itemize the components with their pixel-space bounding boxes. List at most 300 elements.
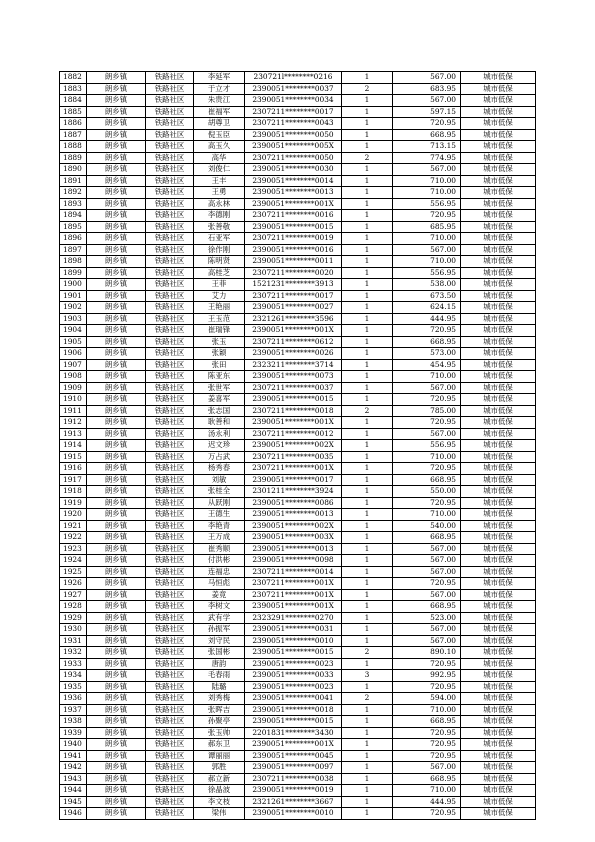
table-row [60,382,536,394]
row-number: 1884 [60,95,87,107]
community-cell: 铁路社区 [146,141,194,153]
household-size-cell: 1 [342,532,393,544]
community-cell: 铁路社区 [146,72,194,84]
name-cell: 艾力 [194,290,245,302]
row-number: 1890 [60,164,87,176]
category-cell: 城市低保 [461,647,536,659]
town-cell: 朗乡镇 [87,302,146,314]
table-row [60,256,536,268]
community-cell: 铁路社区 [146,233,194,245]
table-row [60,543,536,555]
row-number: 1902 [60,302,87,314]
category-cell: 城市低保 [461,221,536,233]
town-cell: 朗乡镇 [87,152,146,164]
category-cell: 城市低保 [461,72,536,84]
category-cell: 城市低保 [461,348,536,360]
community-cell: 铁路社区 [146,175,194,187]
id-number-cell: 2307211********001X [245,578,342,590]
name-cell: 王德生 [194,509,245,521]
id-number-cell: 2390051********001X [245,198,342,210]
row-number: 1908 [60,371,87,383]
table-row [60,175,536,187]
name-cell: 石亚军 [194,233,245,245]
community-cell: 铁路社区 [146,106,194,118]
amount-cell: 668.95 [393,474,461,486]
amount-cell: 567.00 [393,72,461,84]
name-cell: 胡尊卫 [194,118,245,130]
community-cell: 铁路社区 [146,256,194,268]
amount-cell: 523.00 [393,612,461,624]
amount-cell: 567.00 [393,555,461,567]
row-number: 1940 [60,739,87,751]
name-cell: 连福忠 [194,566,245,578]
amount-cell: 720.95 [393,681,461,693]
community-cell: 铁路社区 [146,405,194,417]
id-number-cell: 2323291********0270 [245,612,342,624]
town-cell: 朗乡镇 [87,325,146,337]
name-cell: 张世军 [194,382,245,394]
community-cell: 铁路社区 [146,601,194,613]
town-cell: 朗乡镇 [87,785,146,797]
table-row [60,520,536,532]
household-size-cell: 1 [342,141,393,153]
table-row [60,279,536,291]
household-size-cell: 1 [342,486,393,498]
table-row [60,497,536,509]
row-number: 1946 [60,808,87,820]
name-cell: 于立才 [194,83,245,95]
row-number: 1921 [60,520,87,532]
id-number-cell: 2390051********0097 [245,762,342,774]
community-cell: 铁路社区 [146,762,194,774]
household-size-cell: 1 [342,578,393,590]
community-cell: 铁路社区 [146,555,194,567]
household-size-cell: 1 [342,187,393,199]
household-size-cell: 2 [342,693,393,705]
row-number: 1920 [60,509,87,521]
category-cell: 城市低保 [461,359,536,371]
community-cell: 铁路社区 [146,394,194,406]
name-cell: 张颖 [194,348,245,360]
id-number-cell: 2307211********0020 [245,267,342,279]
row-number: 1893 [60,198,87,210]
category-cell: 城市低保 [461,543,536,555]
town-cell: 朗乡镇 [87,394,146,406]
household-size-cell: 1 [342,785,393,797]
row-number: 1892 [60,187,87,199]
row-number: 1910 [60,394,87,406]
category-cell: 城市低保 [461,624,536,636]
household-size-cell: 1 [342,221,393,233]
table-row [60,336,536,348]
household-size-cell: 3 [342,670,393,682]
household-size-cell: 1 [342,198,393,210]
category-cell: 城市低保 [461,95,536,107]
community-cell: 铁路社区 [146,543,194,555]
town-cell: 朗乡镇 [87,555,146,567]
row-number: 1922 [60,532,87,544]
town-cell: 朗乡镇 [87,405,146,417]
category-cell: 城市低保 [461,727,536,739]
row-number: 1886 [60,118,87,130]
row-number: 1929 [60,612,87,624]
household-size-cell: 1 [342,589,393,601]
id-number-cell: 2390051********0015 [245,716,342,728]
household-size-cell: 1 [342,451,393,463]
table-row [60,313,536,325]
table-row [60,658,536,670]
row-number: 1935 [60,681,87,693]
name-cell: 徐晶波 [194,785,245,797]
household-size-cell: 1 [342,762,393,774]
name-cell: 谭丽丽 [194,750,245,762]
name-cell: 高永林 [194,198,245,210]
town-cell: 朗乡镇 [87,808,146,820]
row-number: 1891 [60,175,87,187]
id-number-cell: 2390051********001X [245,739,342,751]
household-size-cell: 1 [342,716,393,728]
amount-cell: 556.95 [393,267,461,279]
town-cell: 朗乡镇 [87,796,146,808]
community-cell: 铁路社区 [146,681,194,693]
table-row [60,164,536,176]
amount-cell: 567.00 [393,635,461,647]
name-cell: 陈明贤 [194,256,245,268]
household-size-cell: 1 [342,118,393,130]
amount-cell: 685.95 [393,221,461,233]
household-size-cell: 1 [342,267,393,279]
table-row [60,198,536,210]
community-cell: 铁路社区 [146,164,194,176]
name-cell: 张国彬 [194,647,245,659]
community-cell: 铁路社区 [146,486,194,498]
table-row [60,785,536,797]
id-number-cell: 2307211********001X [245,463,342,475]
id-number-cell: 2390051********0045 [245,750,342,762]
community-cell: 铁路社区 [146,704,194,716]
category-cell: 城市低保 [461,670,536,682]
id-number-cell: 2390051********0015 [245,394,342,406]
id-number-cell: 2307211********001X [245,589,342,601]
community-cell: 铁路社区 [146,520,194,532]
town-cell: 朗乡镇 [87,704,146,716]
household-size-cell: 1 [342,244,393,256]
relief-roster-table [59,71,536,820]
community-cell: 铁路社区 [146,244,194,256]
category-cell: 城市低保 [461,118,536,130]
table-row [60,233,536,245]
town-cell: 朗乡镇 [87,601,146,613]
amount-cell: 720.95 [393,658,461,670]
category-cell: 城市低保 [461,589,536,601]
row-number: 1901 [60,290,87,302]
amount-cell: 720.95 [393,578,461,590]
table-row [60,670,536,682]
community-cell: 铁路社区 [146,589,194,601]
id-number-cell: 2390051********0086 [245,497,342,509]
id-number-cell: 2390051********0050 [245,129,342,141]
category-cell: 城市低保 [461,532,536,544]
row-number: 1905 [60,336,87,348]
row-number: 1930 [60,624,87,636]
household-size-cell: 2 [342,405,393,417]
amount-cell: 890.10 [393,647,461,659]
category-cell: 城市低保 [461,601,536,613]
household-size-cell: 1 [342,624,393,636]
row-number: 1895 [60,221,87,233]
community-cell: 铁路社区 [146,578,194,590]
town-cell: 朗乡镇 [87,578,146,590]
household-size-cell: 1 [342,129,393,141]
id-number-cell: 2390051********0015 [245,221,342,233]
name-cell: 付洪彬 [194,555,245,567]
category-cell: 城市低保 [461,635,536,647]
household-size-cell: 1 [342,555,393,567]
town-cell: 朗乡镇 [87,440,146,452]
amount-cell: 720.95 [393,118,461,130]
amount-cell: 720.95 [393,739,461,751]
community-cell: 铁路社区 [146,808,194,820]
amount-cell: 668.95 [393,773,461,785]
town-cell: 朗乡镇 [87,693,146,705]
amount-cell: 454.95 [393,359,461,371]
household-size-cell: 1 [342,164,393,176]
community-cell: 铁路社区 [146,348,194,360]
category-cell: 城市低保 [461,141,536,153]
table-row [60,647,536,659]
category-cell: 城市低保 [461,796,536,808]
community-cell: 铁路社区 [146,785,194,797]
name-cell: 王万成 [194,532,245,544]
category-cell: 城市低保 [461,612,536,624]
row-number: 1915 [60,451,87,463]
category-cell: 城市低保 [461,382,536,394]
community-cell: 铁路社区 [146,313,194,325]
table-row [60,739,536,751]
household-size-cell: 2 [342,83,393,95]
town-cell: 朗乡镇 [87,543,146,555]
household-size-cell: 1 [342,463,393,475]
household-size-cell: 1 [342,520,393,532]
household-size-cell: 1 [342,95,393,107]
id-number-cell: 2390051********0010 [245,808,342,820]
category-cell: 城市低保 [461,267,536,279]
household-size-cell: 1 [342,440,393,452]
amount-cell: 713.15 [393,141,461,153]
town-cell: 朗乡镇 [87,532,146,544]
category-cell: 城市低保 [461,233,536,245]
amount-cell: 444.95 [393,796,461,808]
town-cell: 朗乡镇 [87,474,146,486]
town-cell: 朗乡镇 [87,106,146,118]
row-number: 1941 [60,750,87,762]
community-cell: 铁路社区 [146,440,194,452]
id-number-cell: 2307211********0050 [245,152,342,164]
name-cell: 朱贵江 [194,95,245,107]
id-number-cell: 2390051********0023 [245,658,342,670]
id-number-cell: 2321261********3596 [245,313,342,325]
row-number: 1900 [60,279,87,291]
row-number: 1889 [60,152,87,164]
household-size-cell: 1 [342,601,393,613]
id-number-cell: 2390051********002X [245,520,342,532]
category-cell: 城市低保 [461,256,536,268]
id-number-cell: 2390051********0073 [245,371,342,383]
community-cell: 铁路社区 [146,118,194,130]
category-cell: 城市低保 [461,302,536,314]
category-cell: 城市低保 [461,773,536,785]
town-cell: 朗乡镇 [87,417,146,429]
amount-cell: 567.00 [393,566,461,578]
town-cell: 朗乡镇 [87,72,146,84]
table-row [60,290,536,302]
table-row [60,532,536,544]
town-cell: 朗乡镇 [87,647,146,659]
table-row [60,325,536,337]
household-size-cell: 1 [342,750,393,762]
town-cell: 朗乡镇 [87,290,146,302]
table-row [60,141,536,153]
name-cell: 耿善和 [194,417,245,429]
name-cell: 张田 [194,359,245,371]
household-size-cell: 1 [342,256,393,268]
category-cell: 城市低保 [461,244,536,256]
community-cell: 铁路社区 [146,451,194,463]
household-size-cell: 1 [342,359,393,371]
amount-cell: 710.00 [393,785,461,797]
table-row [60,152,536,164]
name-cell: 杨秀春 [194,463,245,475]
category-cell: 城市低保 [461,440,536,452]
category-cell: 城市低保 [461,175,536,187]
table-row [60,624,536,636]
table-row [60,693,536,705]
table-row [60,348,536,360]
category-cell: 城市低保 [461,187,536,199]
category-cell: 城市低保 [461,279,536,291]
household-size-cell: 1 [342,704,393,716]
row-number: 1903 [60,313,87,325]
id-number-cell: 2390051********0018 [245,704,342,716]
table-row [60,474,536,486]
name-cell: 从跃刚 [194,497,245,509]
id-number-cell: 2390051********0014 [245,175,342,187]
community-cell: 铁路社区 [146,198,194,210]
name-cell: 王菲 [194,279,245,291]
community-cell: 铁路社区 [146,532,194,544]
row-number: 1945 [60,796,87,808]
id-number-cell: 2301211********3924 [245,486,342,498]
town-cell: 朗乡镇 [87,382,146,394]
name-cell: 郝东卫 [194,739,245,751]
id-number-cell: 2390051********0013 [245,543,342,555]
town-cell: 朗乡镇 [87,95,146,107]
name-cell: 孙振军 [194,624,245,636]
amount-cell: 567.00 [393,382,461,394]
amount-cell: 720.95 [393,210,461,222]
row-number: 1936 [60,693,87,705]
amount-cell: 710.00 [393,451,461,463]
row-number: 1913 [60,428,87,440]
community-cell: 铁路社区 [146,359,194,371]
row-number: 1904 [60,325,87,337]
table-row [60,451,536,463]
community-cell: 铁路社区 [146,796,194,808]
name-cell: 王勇 [194,187,245,199]
community-cell: 铁路社区 [146,210,194,222]
category-cell: 城市低保 [461,106,536,118]
row-number: 1907 [60,359,87,371]
community-cell: 铁路社区 [146,750,194,762]
town-cell: 朗乡镇 [87,681,146,693]
category-cell: 城市低保 [461,486,536,498]
name-cell: 张桂全 [194,486,245,498]
household-size-cell: 1 [342,509,393,521]
community-cell: 铁路社区 [146,474,194,486]
town-cell: 朗乡镇 [87,428,146,440]
id-number-cell: 1521231********3913 [245,279,342,291]
category-cell: 城市低保 [461,198,536,210]
household-size-cell: 1 [342,428,393,440]
household-size-cell: 1 [342,658,393,670]
name-cell: 崔福军 [194,106,245,118]
table-row [60,83,536,95]
row-number: 1883 [60,83,87,95]
amount-cell: 710.00 [393,187,461,199]
town-cell: 朗乡镇 [87,624,146,636]
community-cell: 铁路社区 [146,428,194,440]
table-row [60,210,536,222]
row-number: 1919 [60,497,87,509]
town-cell: 朗乡镇 [87,762,146,774]
row-number: 1926 [60,578,87,590]
table-row [60,428,536,440]
category-cell: 城市低保 [461,750,536,762]
name-cell: 李艳青 [194,520,245,532]
amount-cell: 710.00 [393,175,461,187]
id-number-cell: 2390051********0098 [245,555,342,567]
amount-cell: 720.95 [393,497,461,509]
id-number-cell: 2390051********0027 [245,302,342,314]
town-cell: 朗乡镇 [87,187,146,199]
household-size-cell: 1 [342,566,393,578]
row-number: 1934 [60,670,87,682]
community-cell: 铁路社区 [146,187,194,199]
id-number-cell: 2307211********0037 [245,382,342,394]
community-cell: 铁路社区 [146,670,194,682]
category-cell: 城市低保 [461,417,536,429]
town-cell: 朗乡镇 [87,773,146,785]
amount-cell: 668.95 [393,129,461,141]
community-cell: 铁路社区 [146,658,194,670]
household-size-cell: 1 [342,106,393,118]
category-cell: 城市低保 [461,566,536,578]
id-number-cell: 2390051********001X [245,417,342,429]
name-cell: 刘敏 [194,474,245,486]
town-cell: 朗乡镇 [87,497,146,509]
category-cell: 城市低保 [461,704,536,716]
row-number: 1912 [60,417,87,429]
amount-cell: 573.00 [393,348,461,360]
town-cell: 朗乡镇 [87,175,146,187]
row-number: 1931 [60,635,87,647]
amount-cell: 567.00 [393,428,461,440]
id-number-cell: 2390051********0017 [245,474,342,486]
household-size-cell: 1 [342,543,393,555]
table-row [60,302,536,314]
table-body [60,72,536,820]
id-number-cell: 2390051********0019 [245,785,342,797]
